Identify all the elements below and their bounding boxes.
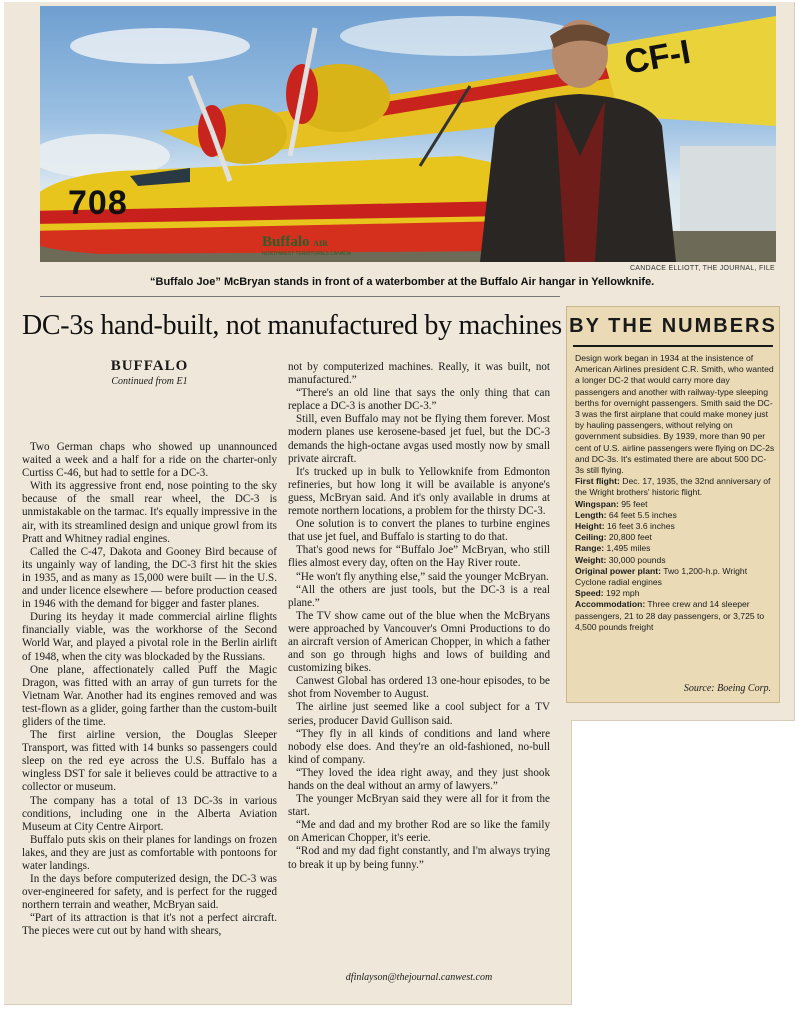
fact-label: Weight:	[575, 554, 607, 565]
fact-value: 30,000 pounds	[608, 554, 666, 565]
fuselage-logo-air: AIR	[313, 239, 328, 248]
fact-value: 192 mph	[606, 588, 640, 599]
fact-value: 1,495 miles	[606, 543, 651, 554]
fuselage-tagline: NORTHWEST TERRITORIES CANADA	[262, 251, 352, 257]
fact-row	[575, 499, 775, 510]
fuselage-logo-name: Buffalo	[262, 234, 310, 250]
section-title: BUFFALO	[110, 358, 189, 374]
author-email: dfinlayson@thejournal.canwest.com	[345, 972, 493, 983]
fact-value: Dec. 17, 1935, the 32nd anniversary of the Wright brothers' historic flight.	[575, 476, 771, 498]
fuselage-logo	[262, 234, 328, 251]
sidebar-intro: Design work began in 1934 at the insistence of American Airlines president C.R. Smith, who wanted a longer DC-2 that would carry more day passengers and another with railway-type sleeping berths for overnight passengers. Smith said the DC-3 was the first airplane that could make money just by hauling passengers, without relying on government subsidies. By 1939, more than 90 per cent of U.S. airline passengers were flying on DC-2s and DC-3s. It's estimated there are about 500 DC-3s still flying.	[575, 353, 775, 476]
fact-value: 95 feet	[621, 498, 648, 509]
fact-label: Accommodation:	[575, 599, 646, 610]
fact-row	[575, 532, 775, 543]
fact-label: First flight:	[575, 476, 620, 487]
fact-row	[575, 566, 775, 588]
fact-value: Three crew and 14 sleeper passengers, 21 to 28 day passengers, or 3,725 to 4,500 pounds freight	[575, 599, 765, 632]
paragraph: Two German chaps who showed up unannounced waited a week and a half for a ride on the charter-only Curtiss C-46, but had to settle for a DC-3.	[22, 441, 277, 480]
paragraph: “All the others are just tools, but the DC-3 is a real plane.”	[288, 583, 550, 609]
continued-from: Continued from E1	[111, 376, 188, 387]
photo-credit: CANDACE ELLIOTT, THE JOURNAL, FILE	[629, 265, 775, 272]
paragraph: Still, even Buffalo may not be flying them forever. Most modern planes use kerosene-based jet fuel, but the DC-3 demands the high-octane avgas used mostly now by small private aircraft.	[288, 413, 550, 465]
floatplane-and-man-photo	[40, 6, 776, 262]
fact-row	[575, 599, 775, 633]
fact-value: 20,800 feet	[608, 532, 652, 543]
divider	[40, 296, 560, 297]
paragraph: “Part of its attraction is that it's not a perfect aircraft. The pieces were cut out by hand with shears,	[22, 912, 277, 938]
paragraph: In the days before computerized design, the DC-3 was over-engineered for safety, and is perfect for the rugged northern terrain and weather, McBryan said.	[22, 873, 277, 912]
sidebar-body	[575, 353, 775, 633]
paragraph: The TV show came out of the blue when the McBryans were approached by Vancouver's Omni Productions to do an aircraft version of American Chopper, in which a father and son go through highs and lows of building and customizing bikes.	[288, 609, 550, 675]
plane-registration: CF-I	[621, 32, 694, 82]
fact-row	[575, 476, 775, 498]
by-the-numbers-sidebar	[566, 306, 780, 703]
fact-label: Range:	[575, 543, 605, 554]
paragraph: One solution is to convert the planes to turbine engines that use jet fuel, and Buffalo is starting to do that.	[288, 518, 550, 544]
paragraph: “He won't fly anything else,” said the younger McBryan.	[296, 570, 549, 583]
fact-row	[575, 588, 775, 599]
paragraph: The airline just seemed like a cool subject for a TV series, producer David Gullison said.	[288, 701, 550, 727]
fact-label: Original power plant:	[575, 565, 661, 576]
sidebar-source: Source: Boeing Corp.	[683, 683, 771, 694]
plane-number: 708	[68, 184, 128, 222]
paragraph: “Me and dad and my brother Rod are so like the family on American Chopper, it's eerie.	[288, 819, 550, 845]
paragraph: One plane, affectionately called Puff the Magic Dragon, was fitted with an array of gun turrets for the Vietnam War. Another had its engines removed and was test-flown as a glider, going farther than the custom-built gliders of the time.	[22, 663, 277, 728]
paragraph: It's trucked up in bulk to Yellowknife from Edmonton refineries, but how long it will be available is anyone's guess, McBryan said. And it's only available in drums at remote northern locations, a problem for the thirsty DC-3.	[288, 465, 550, 518]
fact-row	[575, 510, 775, 521]
paragraph: Canwest Global has ordered 13 one-hour episodes, to be shot from November to August.	[288, 675, 550, 701]
paragraph: The company has a total of 13 DC-3s in various conditions, including one in the Alberta Aviation Museum at City Centre Airport.	[22, 794, 277, 833]
paragraph: “They fly in all kinds of conditions and land where nobody else does. And they're an old-fashioned, no-bull kind of company.	[288, 727, 550, 766]
paragraph: “Rod and my dad fight constantly, and I'm always trying to break it up by being funny.”	[288, 845, 550, 871]
paragraph: “There's an old line that says the only thing that can replace a DC-3 is another DC-3.”	[288, 387, 550, 413]
fact-label: Wingspan:	[575, 498, 619, 509]
fact-label: Height:	[575, 521, 605, 532]
article-column-2	[288, 361, 550, 872]
fact-row	[575, 521, 775, 532]
fact-value: 16 feet 3.6 inches	[607, 521, 675, 532]
paragraph: “They loved the idea right away, and they just shook hands on the deal without an army of lawyers.”	[288, 766, 550, 792]
paragraph: Called the C-47, Dakota and Gooney Bird because of its ungainly way of landing, the DC-3 first hit the skies in 1935, and as many as 15,000 were built — in the U.S. and under licence elsewhere — before production ceased in 1946 with the demand for bigger and faster planes.	[22, 545, 277, 611]
headline: DC-3s hand-built, not manufactured by machines	[22, 310, 562, 341]
paragraph: not by computerized machines. Really, it was built, not manufactured.”	[288, 361, 550, 387]
article-column-1	[22, 441, 277, 939]
paragraph: The younger McBryan said they were all for it from the start.	[288, 793, 550, 819]
fact-label: Speed:	[575, 588, 604, 599]
fact-label: Ceiling:	[575, 532, 607, 543]
paragraph: That's good news for “Buffalo Joe” McBryan, who still flies almost every day, often on the Hay River route.	[288, 544, 550, 570]
fact-value: Two 1,200-h.p. Wright Cyclone radial engines	[575, 565, 748, 588]
paragraph: With its aggressive front end, nose pointing to the sky because of the small rear wheel, the DC-3 is unmistakable on the tarmac. It's equally impressive in the air, with its streamlined design and unique growl from its Pratt and Whitney radial engines.	[22, 480, 277, 545]
paragraph: Buffalo puts skis on their planes for landings on frozen lakes, and they are just as comfortable with pontoons for water landings.	[22, 833, 277, 872]
sidebar-rule	[573, 345, 773, 347]
fact-value: 64 feet 5.5 inches	[608, 509, 677, 520]
paragraph: During its heyday it made commercial airline flights financially viable, was the workhorse of the Second World War, and played a pivotal role in the Berlin airlift of 1948, when the city was blockaded by the Russians.	[22, 611, 277, 663]
paragraph: The first airline version, the Douglas Sleeper Transport, was fitted with 14 bunks so passengers could sleep on the red eye across the U.S. Buffalo has a wingless DST for sale it believes could be attractive to a collector or museum.	[22, 729, 277, 794]
photo-caption: “Buffalo Joe” McBryan stands in front of a waterbomber at the Buffalo Air hangar in Yellowknife.	[150, 276, 655, 288]
fact-row	[575, 543, 775, 554]
sidebar-title: BY THE NUMBERS	[569, 315, 777, 337]
fact-row	[575, 555, 775, 566]
fact-label: Length:	[575, 509, 607, 520]
